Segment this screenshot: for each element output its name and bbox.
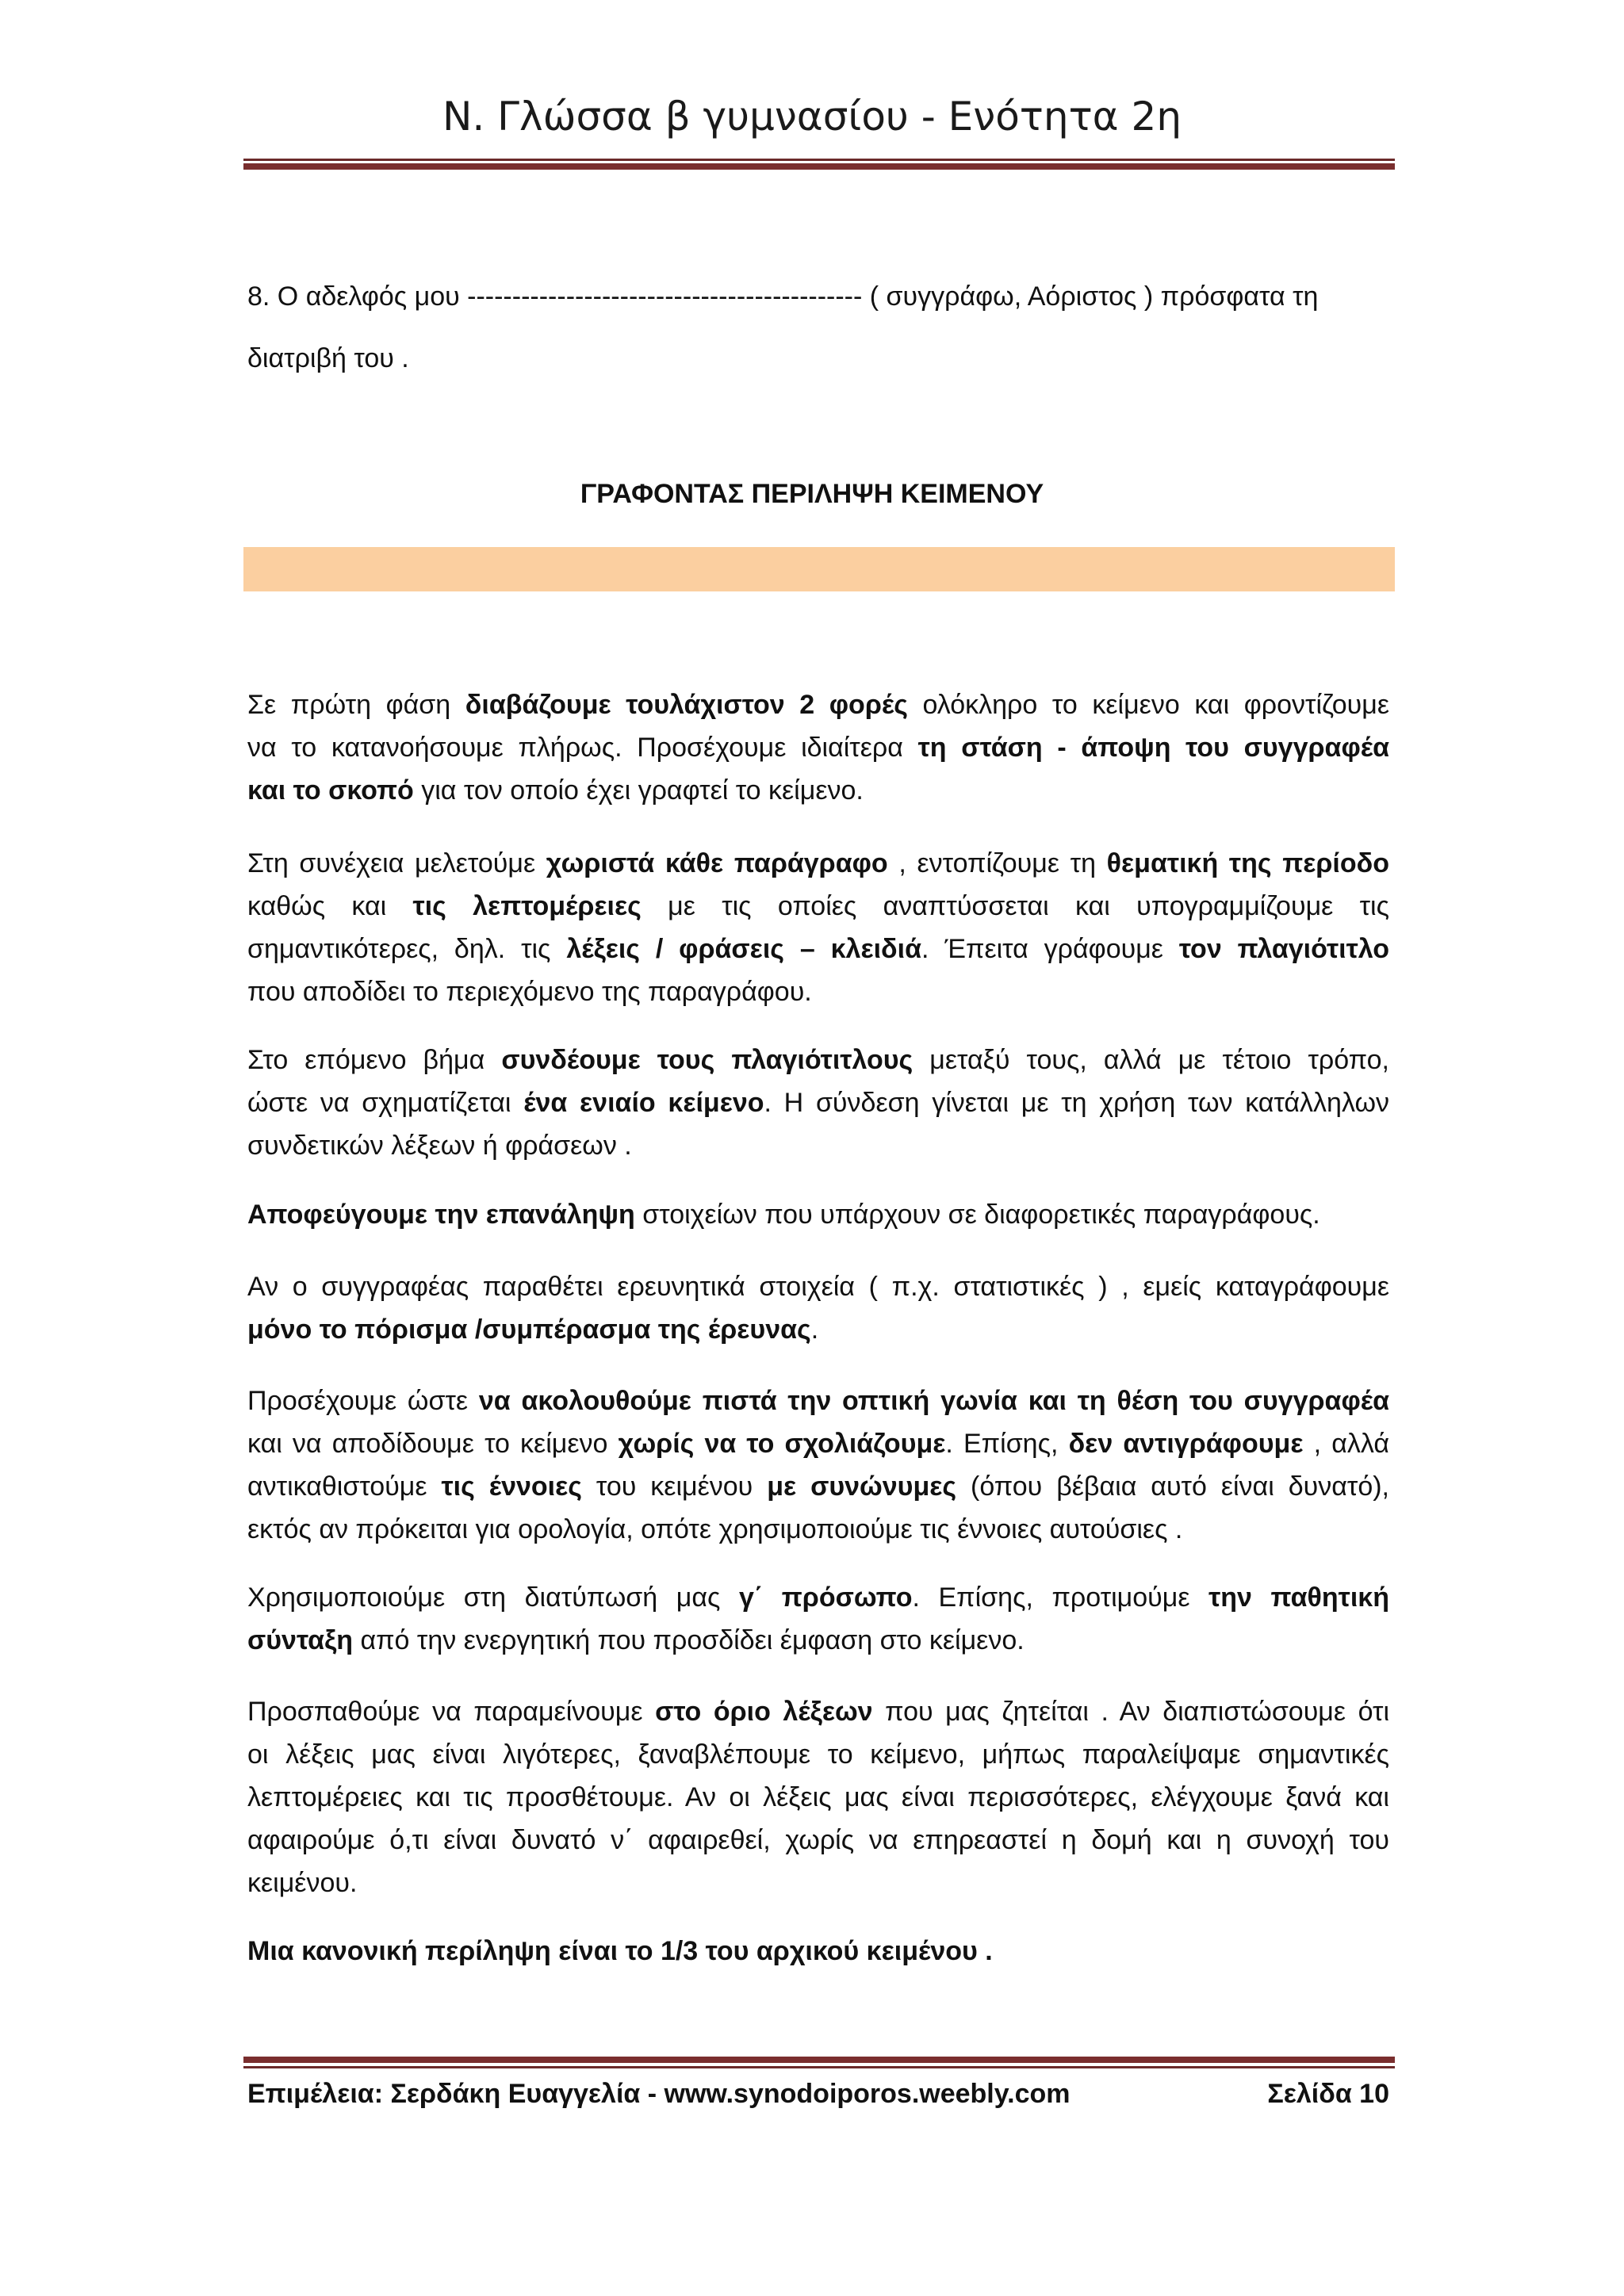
section-title: ΓΡΑΦΟΝΤΑΣ ΠΕΡΙΛΗΨΗ ΚΕΙΜΕΝΟΥ bbox=[580, 479, 1044, 509]
paragraph-7: Χρησιμοποιούμε στη διατύπωσή μας γ΄ πρόσωπο. Επίσης, προτιμούμε την παθητική σύνταξη από την ενεργητική που προσδίδει έμφαση στο κείμενο. bbox=[247, 1582, 1389, 1655]
paragraph-6: Προσέχουμε ώστε να ακολουθούμε πιστά την οπτική γωνία και τη θέση του συγγραφέα και να αποδίδουμε το κείμενο χωρίς να το σχολιάζουμε. Επίσης, δεν αντιγράφουμε , αλλά αντικαθιστούμε τις έννοιες του κειμένου με συνώνυμες (όπου βέβαια αυτό είναι δυνατό), εκτός αν πρόκειται για ορολογία, οπότε χρησιμοποιούμε τις έννοιες αυτούσιες . bbox=[247, 1386, 1390, 1544]
header-rule-thin bbox=[243, 159, 1395, 161]
bold-text: τις λεπτομέρειες bbox=[412, 891, 642, 921]
paragraph-3: Στο επόμενο βήμα συνδέουμε τους πλαγιότιτλους μεταξύ τους, αλλά με τέτοιο τρόπο, ώστε να σχηματίζεται ένα ενιαίο κείμενο. Η σύνδεση γίνεται με τη χρήση των κατάλληλων συνδετικών λέξεων ή φράσεων . bbox=[247, 1045, 1390, 1161]
bold-text: Αποφεύγουμε την επανάληψη bbox=[247, 1200, 635, 1230]
bold-text: να ακολουθούμε πιστά την οπτική γωνία και τη θέση του συγγραφέα bbox=[478, 1386, 1390, 1416]
bold-text: χωρίς να το σχολιάζουμε bbox=[618, 1429, 946, 1459]
bold-text: σύνταξη bbox=[247, 1625, 353, 1655]
page-footer bbox=[247, 2079, 1389, 2110]
paragraph-4: Αποφεύγουμε την επανάληψη στοιχείων που υπάρχουν σε διαφορετικές παραγράφους. bbox=[247, 1200, 1320, 1230]
page-header-title: Ν. Γλώσσα β γυμνασίου - Ενότητα 2η bbox=[442, 94, 1182, 140]
exercise-8 bbox=[247, 266, 1389, 389]
bold-text: χωριστά κάθε παράγραφο bbox=[546, 848, 888, 878]
header-rule-thick bbox=[243, 163, 1395, 170]
paragraph-9 bbox=[247, 1930, 1389, 1973]
bold-text: τη στάση - άποψη του συγγραφέα bbox=[917, 733, 1390, 763]
paragraph-8: Προσπαθούμε να παραμείνουμε στο όριο λέξεων που μας ζητείται . Αν διαπιστώσουμε ότι οι λέξεις μας είναι λιγότερες, ξαναβλέπουμε το κείμενο, μήπως παραλείψαμε σημαντικές λεπτομέρειες και τις προσθέτουμε. Αν οι λέξεις μας είναι περισσότερες, ελέγχουμε ξανά και αφαιρούμε ό,τι είναι δυνατό ν΄ αφαιρεθεί, χωρίς να επηρεαστεί η δομή και η συνοχή του κειμένου. bbox=[247, 1697, 1390, 1898]
bold-text: γ΄ πρόσωπο bbox=[738, 1582, 913, 1613]
bold-text: μόνο το πόρισμα /συμπέρασμα της έρευνας bbox=[247, 1314, 811, 1345]
bold-text: λέξεις / φράσεις – κλειδιά bbox=[566, 934, 922, 964]
section-band bbox=[243, 547, 1395, 591]
bold-text: στο όριο λέξεων bbox=[655, 1697, 873, 1727]
footer-rule-thin bbox=[243, 2066, 1395, 2068]
footer-page-number: Σελίδα 10 bbox=[1267, 2079, 1389, 2109]
bold-text: και το σκοπό bbox=[247, 775, 414, 806]
paragraph-2: Στη συνέχεια μελετούμε χωριστά κάθε παράγραφο , εντοπίζουμε τη θεματική της περίοδο καθώς και τις λεπτομέρειες με τις οποίες αναπτύσσεται και υπογραμμίζουμε τις σημαντικότερες, δηλ. τις λέξεις / φράσεις – κλειδιά. Έπειτα γράφουμε τον πλαγιότιτλο που αποδίδει το περιεχόμενο της παραγράφου. bbox=[247, 848, 1390, 1007]
footer-rule-thick bbox=[243, 2057, 1395, 2063]
footer-author-site: Επιμέλεια: Σερδάκη Ευαγγελία - www.synodoiporos.weebly.com bbox=[247, 2079, 1071, 2109]
bold-text: δεν αντιγράφουμε bbox=[1068, 1429, 1304, 1459]
bold-text: Μια κανονική περίληψη είναι το 1/3 του αρχικού κειμένου . bbox=[247, 1936, 993, 1966]
bold-text: θεματική της περίοδο bbox=[1106, 848, 1390, 878]
exercise-line-2: διατριβή του . bbox=[247, 343, 409, 373]
bold-text: συνδέουμε τους πλαγιότιτλους bbox=[501, 1045, 914, 1075]
paragraph-5: Αν ο συγγραφέας παραθέτει ερευνητικά στοιχεία ( π.χ. στατιστικές ) , εμείς καταγράφουμε μόνο το πόρισμα /συμπέρασμα της έρευνας. bbox=[247, 1272, 1389, 1345]
bold-text: με συνώνυμες bbox=[767, 1471, 957, 1502]
bold-text: τις έννοιες bbox=[441, 1471, 582, 1502]
bold-text: την παθητική bbox=[1208, 1582, 1389, 1613]
bold-text: ένα ενιαίο κείμενο bbox=[523, 1088, 764, 1118]
exercise-line-1: 8. Ο αδελφός μου -------------------------------------------- ( συγγράφω, Αόριστος ) πρόσφατα τη bbox=[247, 281, 1319, 312]
bold-text: διαβάζουμε τουλάχιστον 2 φορές bbox=[465, 690, 908, 720]
bold-text: τον πλαγιότιτλο bbox=[1178, 934, 1390, 964]
paragraph-1: Σε πρώτη φάση διαβάζουμε τουλάχιστον 2 φορές ολόκληρο το κείμενο και φροντίζουμε να το κατανοήσουμε πλήρως. Προσέχουμε ιδιαίτερα τη στάση - άποψη του συγγραφέα και το σκοπό για τον οποίο έχει γραφτεί το κείμενο. bbox=[247, 690, 1390, 806]
